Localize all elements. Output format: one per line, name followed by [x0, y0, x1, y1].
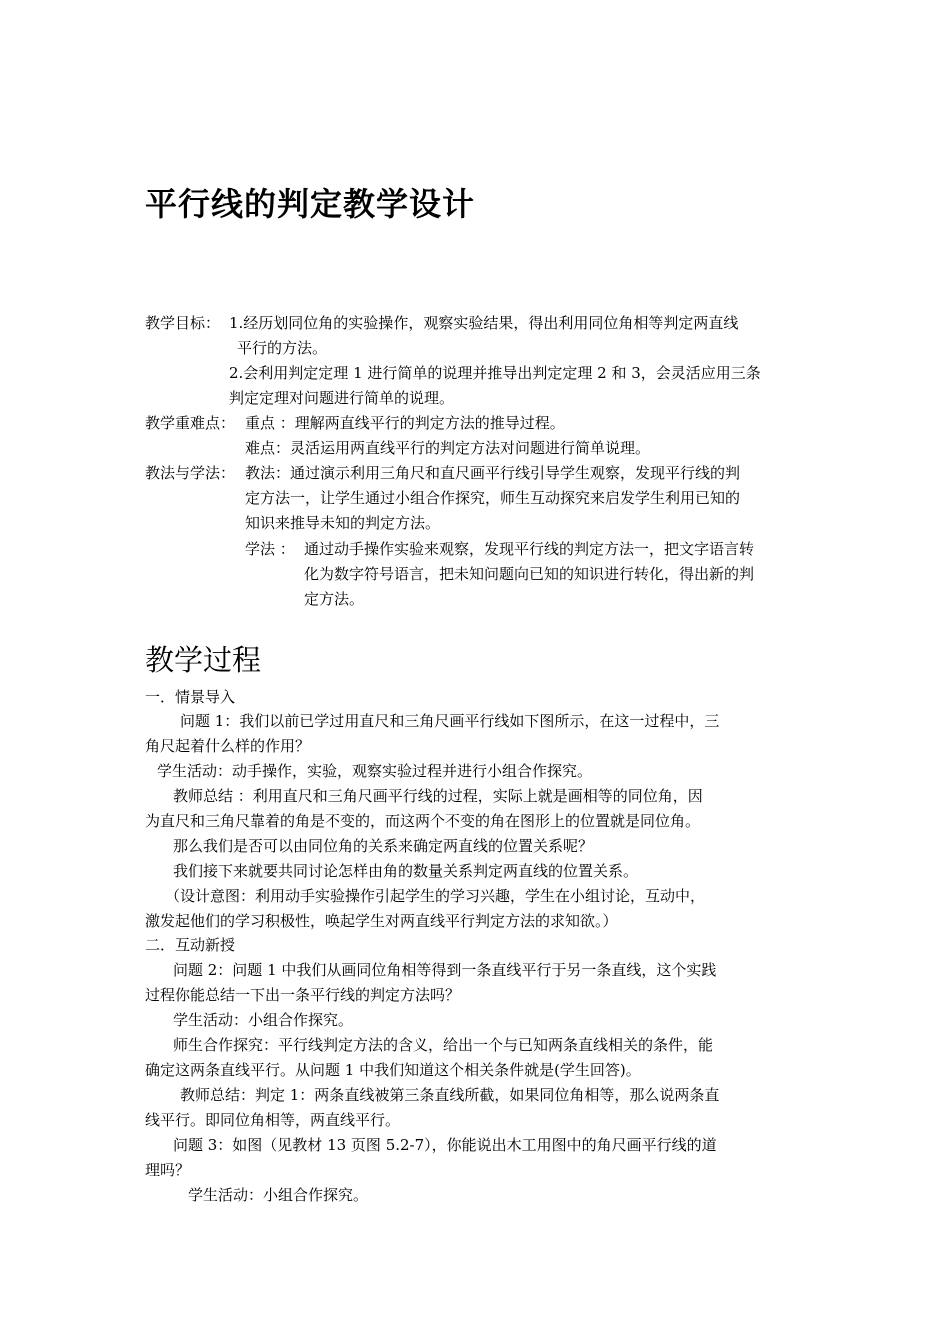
- objective-1-line-1: 1.经历划同位角的实验操作，观察实验结果，得出利用同位角相等判定两直线: [229, 314, 739, 332]
- section-heading: 一．情景导入: [145, 688, 236, 706]
- paragraph-line: 问题 1：我们以前已学过用直尺和三角尺画平行线如下图所示，在这一过程中，三: [180, 712, 720, 730]
- paragraph-line: 过程你能总结一下出一条平行线的判定方法吗？: [145, 986, 461, 1004]
- paragraph-line: 那么我们是否可以由同位角的关系来确定两直线的位置关系呢？: [173, 837, 594, 855]
- learning-method-line-2: 化为数字符号语言，把未知问题向已知的知识进行转化，得出新的判: [304, 565, 755, 583]
- paragraph-line: 教师总结：判定 1：两条直线被第三条直线所截，如果同位角相等，那么说两条直: [180, 1086, 720, 1104]
- paragraph-line: 理吗？: [145, 1161, 191, 1179]
- paragraph-line: 学生活动：小组合作探究。: [173, 1011, 354, 1029]
- paragraph-line: 线平行。即同位角相等，两直线平行。: [145, 1111, 401, 1129]
- methods-label: 教法与学法：: [145, 464, 236, 482]
- key-focus: 重点 ：理解两直线平行的判定方法的推导过程。: [245, 414, 565, 432]
- paragraph-line: 问题 2：问题 1 中我们从画同位角相等得到一条直线平行于另一条直线，这个实践: [173, 961, 717, 979]
- learning-method-line-3: 定方法。: [304, 590, 365, 608]
- learning-method-label: 学法 ：: [245, 540, 295, 558]
- teaching-method-line-3: 知识来推导未知的判定方法。: [245, 514, 441, 532]
- teaching-method-line-2: 定方法一，让学生通过小组合作探究，师生互动探究来启发学生利用已知的: [245, 489, 741, 507]
- section-heading: 二．互动新授: [145, 936, 236, 954]
- paragraph-line: 为直尺和三角尺靠着的角是不变的，而这两个不变的角在图形上的位置就是同位角。: [145, 812, 701, 830]
- objective-1-line-2: 平行的方法。: [237, 339, 328, 357]
- teaching-method-line-1: 教法：通过演示利用三角尺和直尺画平行线引导学生观察，发现平行线的判: [245, 464, 741, 482]
- paragraph-line: 角尺起着什么样的作用？: [145, 737, 311, 755]
- document-title: 平行线的判定教学设计: [145, 185, 476, 223]
- objectives-label: 教学目标：: [145, 314, 221, 332]
- key-points-label: 教学重难点：: [145, 414, 236, 432]
- paragraph-line: 确定这两条直线平行。从问题 1 中我们知道这个相关条件就是(学生回答)。: [145, 1061, 641, 1079]
- key-difficulty: 难点：灵活运用两直线平行的判定方法对问题进行简单说理。: [245, 439, 651, 457]
- paragraph-line: 师生合作探究：平行线判定方法的含义，给出一个与已知两条直线相关的条件，能: [173, 1036, 714, 1054]
- objective-2-line-1: 2.会利用判定定理 1 进行简单的说理并推导出判定定理 2 和 3，会灵活应用三条: [229, 364, 761, 382]
- paragraph-line: 学生活动：动手操作，实验，观察实验过程并进行小组合作探究。: [157, 762, 593, 780]
- paragraph-line: 激发起他们的学习积极性，唤起学生对两直线平行判定方法的求知欲。）: [145, 912, 618, 930]
- learning-method-line-1: 通过动手操作实验来观察，发现平行线的判定方法一，把文字语言转: [304, 540, 755, 558]
- paragraph-line: 问题 3：如图（见教材 13 页图 5.2-7），你能说出木工用图中的角尺画平行线的道: [173, 1136, 717, 1154]
- paragraph-line: 学生活动：小组合作探究。: [188, 1186, 369, 1204]
- process-heading: 教学过程: [145, 643, 262, 677]
- paragraph-line: （设计意图：利用动手实验操作引起学生的学习兴趣，学生在小组讨论，互动中，: [165, 887, 706, 905]
- paragraph-line: 我们接下来就要共同讨论怎样由角的数量关系判定两直线的位置关系。: [173, 862, 639, 880]
- paragraph-line: 教师总结 ：利用直尺和三角尺画平行线的过程，实际上就是画相等的同位角，因: [173, 787, 703, 805]
- objective-2-line-2: 判定定理对问题进行简单的说理。: [229, 389, 455, 407]
